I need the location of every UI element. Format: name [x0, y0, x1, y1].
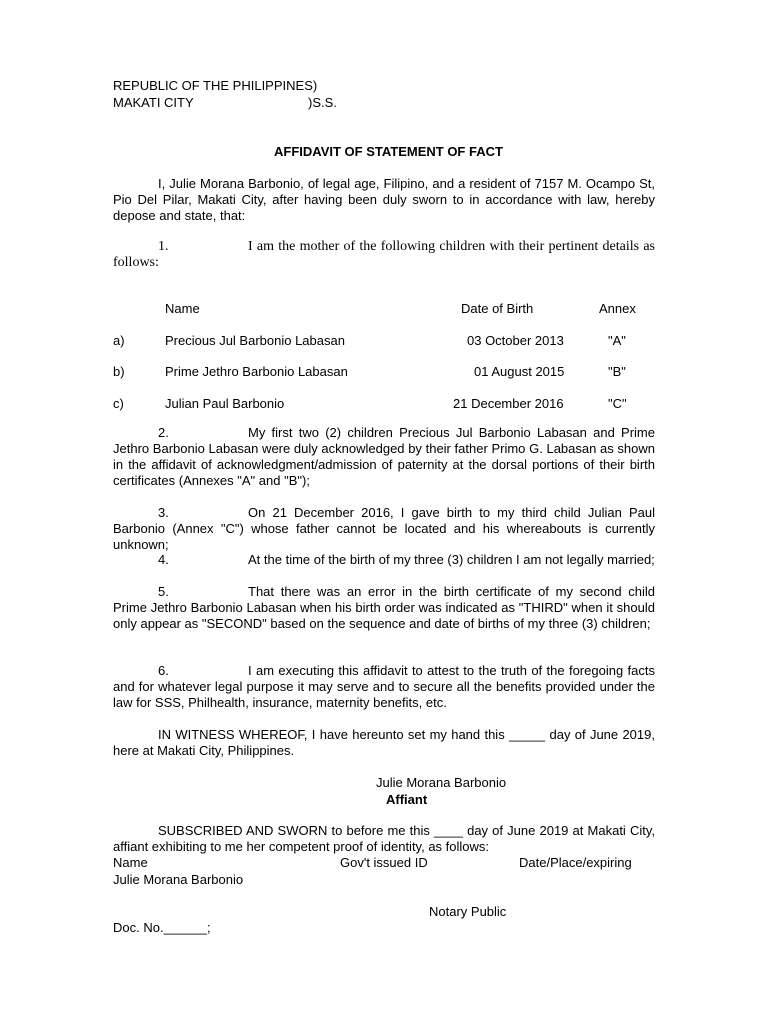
paragraph-6 [113, 663, 655, 711]
paragraph-5-text: That there was an error in the birth certificate of my second child Prime Jethro Barbonio Labasan when his birth order was indicated as "THIRD" when it should only appear as "SECOND" based on the sequence and date of births of my three (3) children; [113, 584, 655, 631]
child-row-dob: 03 October 2013 [467, 333, 564, 348]
id-header-date-place: Date/Place/expiring [519, 855, 632, 870]
child-row-name: Julian Paul Barbonio [165, 396, 285, 411]
caption-ss: )S.S. [308, 95, 337, 110]
child-row-annex: "B" [608, 364, 626, 379]
paragraph-1-number: 1. [158, 239, 169, 254]
paragraph-2-number: 2. [158, 425, 169, 440]
paragraph-6-number: 6. [158, 663, 169, 678]
paragraph-1-text: I am the mother of the following children with their pertinent details as follows: [113, 239, 655, 270]
caption-city: MAKATI CITY [113, 95, 194, 110]
document-title: AFFIDAVIT OF STATEMENT OF FACT [274, 144, 503, 159]
paragraph-3 [113, 505, 655, 553]
paragraph-1 [113, 239, 655, 271]
child-row-dob: 21 December 2016 [453, 396, 564, 411]
children-header-annex: Annex [599, 301, 636, 316]
children-header-name: Name [165, 301, 200, 316]
paragraph-6-text: I am executing this affidavit to attest to the truth of the foregoing facts and for whatever legal purpose it may serve and to secure all the benefits provided under the law for SSS, Philhealth, insurance, maternity benefits, etc. [113, 663, 655, 710]
child-row-letter: a) [113, 333, 125, 348]
paragraph-2-text: My first two (2) children Precious Jul Barbonio Labasan and Prime Jethro Barbonio Labasan were duly acknowledged by their father Primo G. Labasan as shown in the affidavit of acknowledgment/admission of paternity at the dorsal portions of their birth certificates (Annexes "A" and "B"); [113, 425, 655, 488]
witness-clause: IN WITNESS WHEREOF, I have hereunto set my hand this _____ day of June 2019, here at Makati City, Philippines. [113, 727, 655, 758]
intro-paragraph: I, Julie Morana Barbonio, of legal age, Filipino, and a resident of 7157 M. Ocampo St, Pio Del Pilar, Makati City, after having been duly sworn to in accordance with law, hereby depose and state, that: [113, 176, 655, 223]
paragraph-2 [113, 425, 655, 489]
affiant-label: Affiant [386, 792, 428, 807]
child-row-name: Precious Jul Barbonio Labasan [165, 333, 345, 348]
id-header-name: Name [113, 855, 148, 870]
affiant-name: Julie Morana Barbonio [376, 775, 507, 790]
paragraph-5 [113, 584, 655, 632]
paragraph-4-number: 4. [158, 552, 169, 567]
children-header-dob: Date of Birth [461, 301, 534, 316]
child-row-annex: "A" [608, 333, 626, 348]
id-row-name: Julie Morana Barbonio [113, 872, 244, 887]
paragraph-4 [113, 552, 655, 568]
paragraph-5-number: 5. [158, 584, 169, 599]
jurat-paragraph: SUBSCRIBED AND SWORN to before me this ____ day of June 2019 at Makati City, affiant exhibiting to me her competent proof of identity, as follows: [113, 823, 655, 854]
child-row-dob: 01 August 2015 [474, 364, 565, 379]
paragraph-3-number: 3. [158, 505, 169, 520]
doc-number: Doc. No.______; [113, 920, 211, 935]
child-row-name: Prime Jethro Barbonio Labasan [165, 364, 348, 379]
paragraph-4-text: At the time of the birth of my three (3) children I am not legally married; [248, 552, 655, 567]
paragraph-3-text: On 21 December 2016, I gave birth to my third child Julian Paul Barbonio (Annex "C") whose father cannot be located and his whereabouts is currently unknown; [113, 505, 655, 552]
caption-line1: REPUBLIC OF THE PHILIPPINES) [113, 78, 318, 93]
notary-public-label: Notary Public [429, 904, 507, 919]
child-row-annex: "C" [608, 396, 627, 411]
child-row-letter: b) [113, 364, 125, 379]
child-row-letter: c) [113, 396, 124, 411]
id-header-govt-id: Gov't issued ID [340, 855, 428, 870]
